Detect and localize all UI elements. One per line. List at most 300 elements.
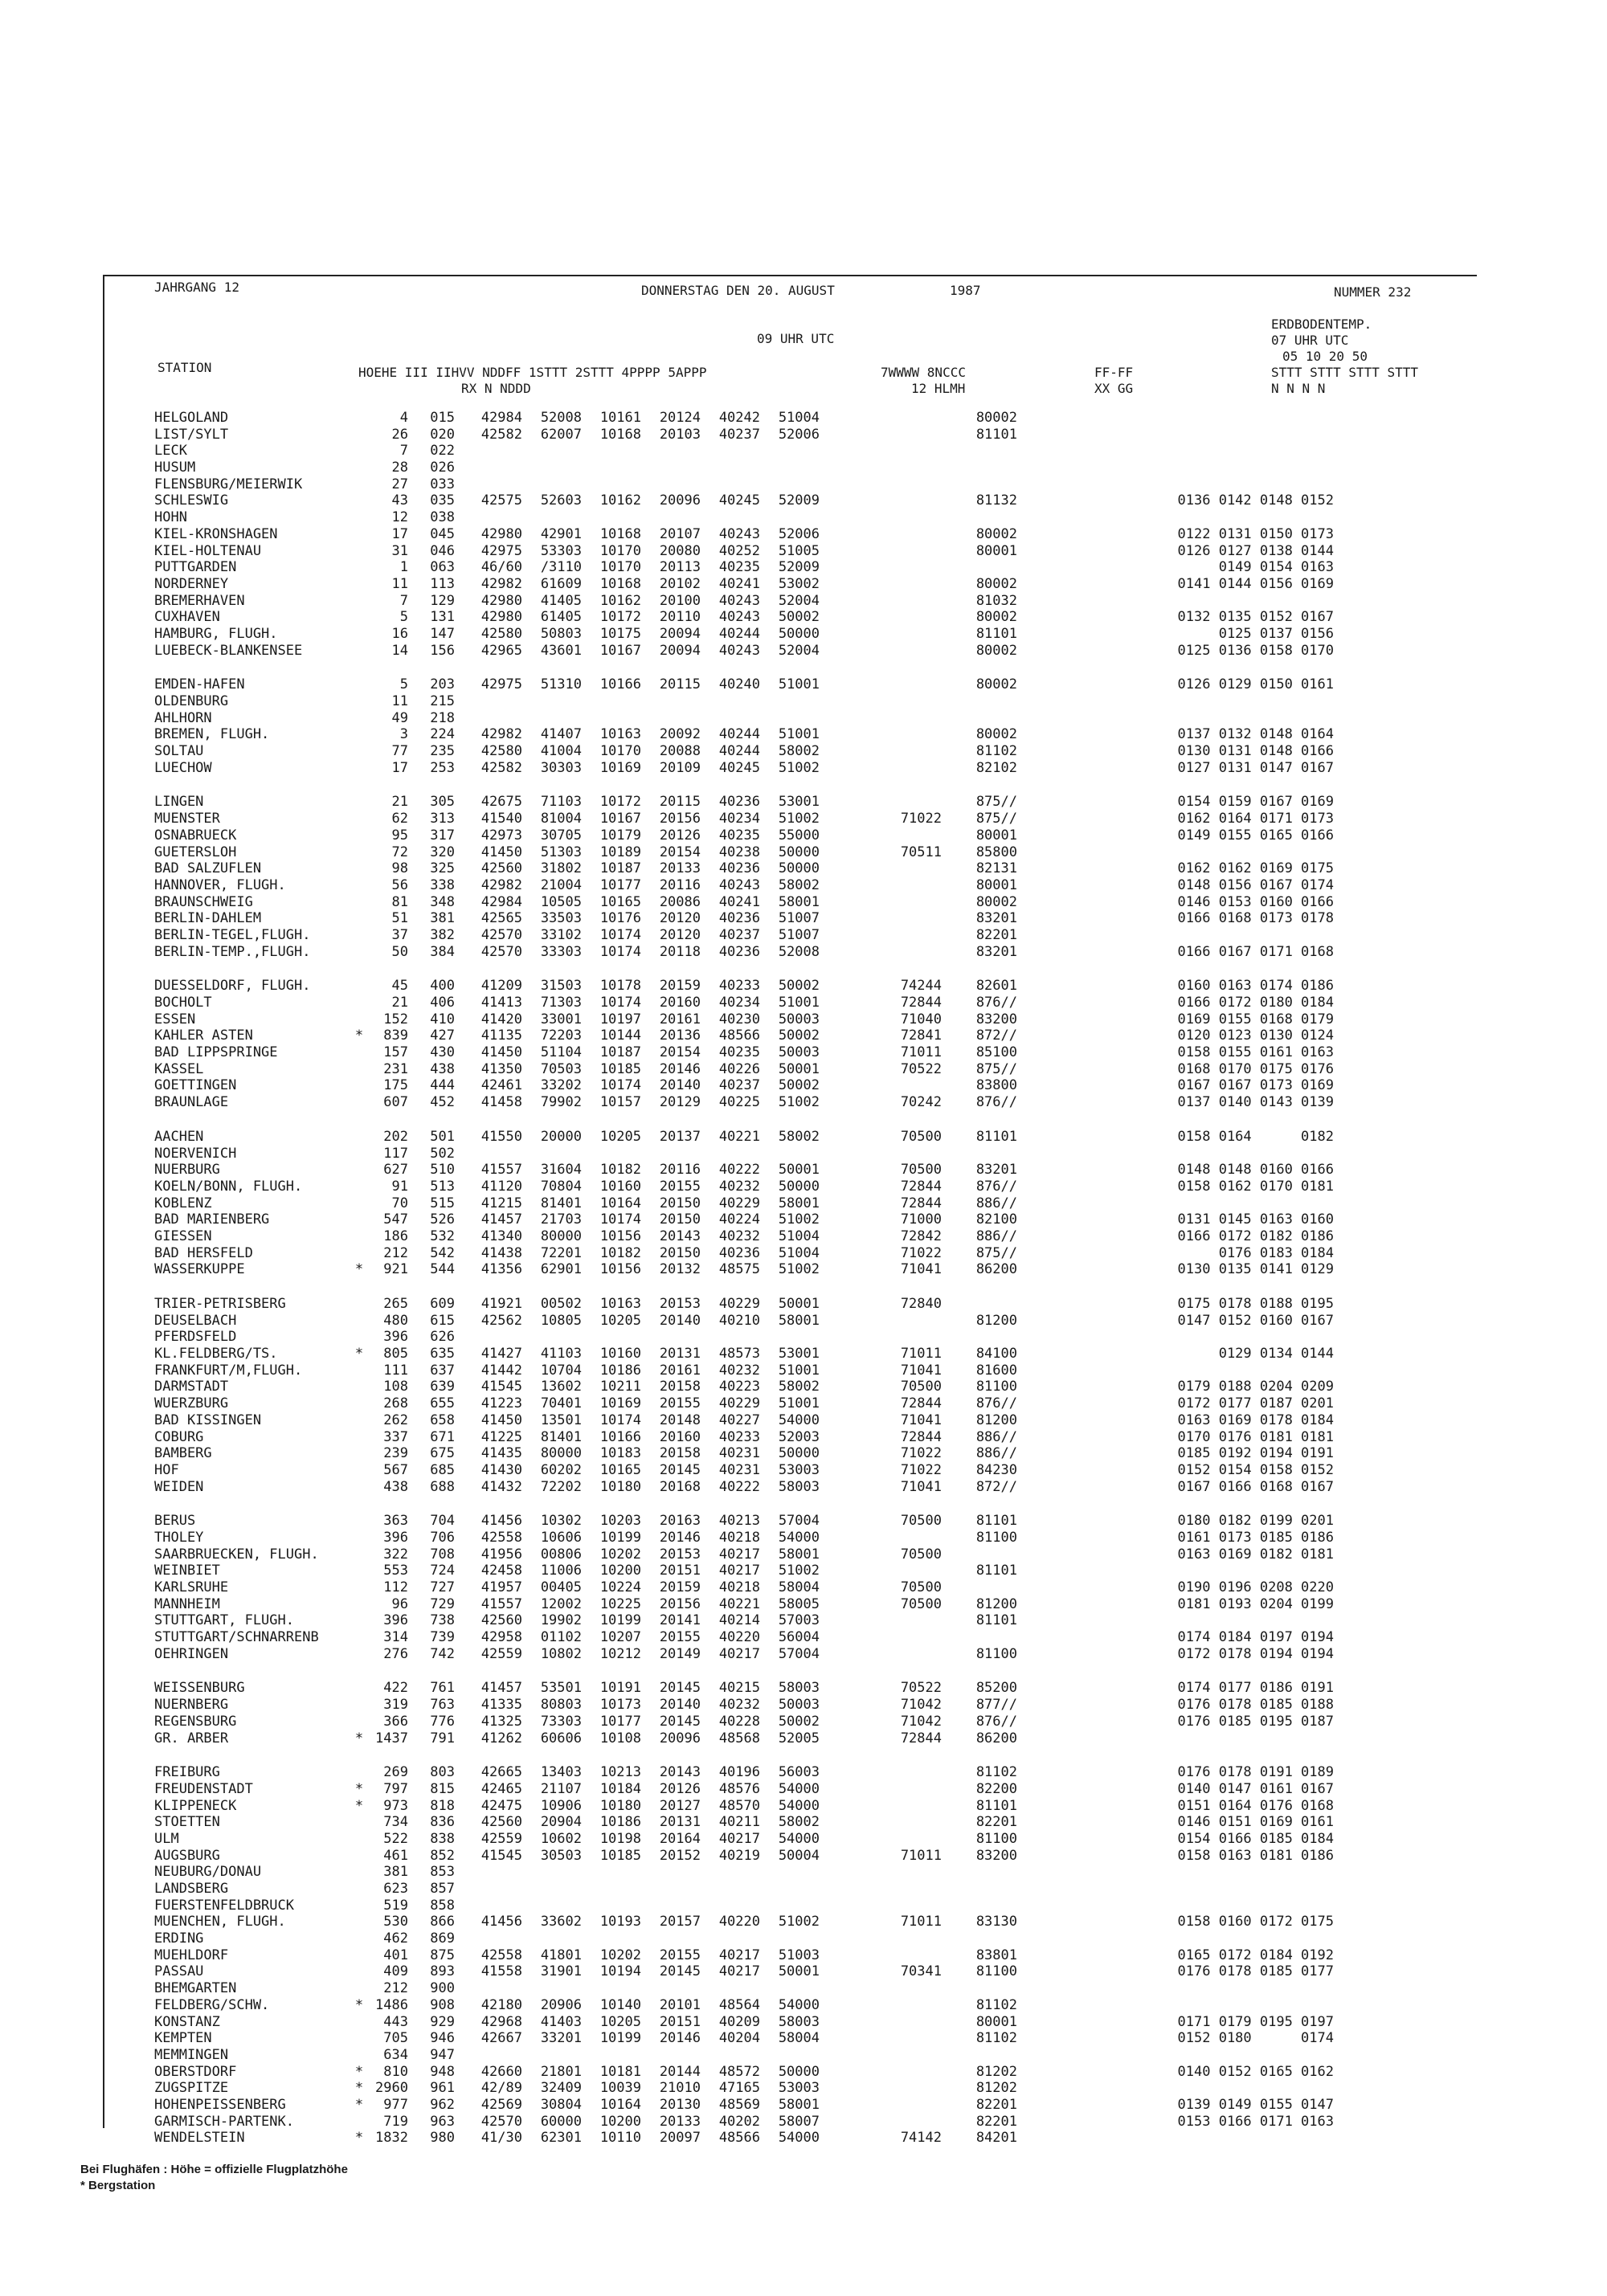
group-1sttt: 10200	[599, 1563, 641, 1579]
group-nddff: 13501	[540, 1412, 582, 1428]
group-8nccc: 81102	[975, 1996, 1017, 2013]
table-row	[154, 1513, 1472, 1530]
group-2sttt: 20163	[659, 1513, 701, 1530]
group-7wwww	[820, 1530, 942, 1546]
soil-temperatures	[1017, 509, 1334, 526]
station-name: MUEHLDORF	[154, 1947, 229, 1963]
group-2sttt: 20151	[659, 1563, 701, 1579]
table-row	[154, 2047, 1472, 2064]
table-row	[154, 1596, 1472, 1613]
altitude: 157	[383, 1044, 408, 1061]
group-4pppp: 40236	[718, 794, 760, 811]
group-4pppp: 40229	[718, 1296, 760, 1312]
station-number: 035	[430, 492, 455, 509]
table-row	[154, 2014, 1472, 2031]
group-7wwww: 74244	[900, 978, 942, 995]
group-2sttt: 20110	[659, 609, 701, 626]
station-number: 671	[430, 1428, 455, 1445]
group-5appp: 53003	[778, 1461, 820, 1478]
group-7wwww: 70500	[900, 1579, 942, 1595]
group-5appp: 52006	[778, 426, 820, 443]
group-iihvv: 42580	[480, 743, 522, 760]
column-gap	[455, 1697, 463, 1714]
group-8nccc: 81100	[975, 1645, 1017, 1662]
group-iihvv: 41225	[480, 1428, 522, 1445]
group-nddff: 70401	[540, 1395, 582, 1412]
group-iihvv: 42570	[480, 926, 522, 943]
group-nddff: 81004	[540, 811, 582, 827]
group-5appp	[760, 1329, 820, 1346]
station-name: WUERZBURG	[154, 1395, 229, 1412]
group-8nccc: 80002	[975, 893, 1017, 910]
group-7wwww: 71022	[900, 1244, 942, 1261]
group-1sttt: 10172	[599, 609, 641, 626]
group-iihvv: 41350	[480, 1060, 522, 1077]
station-name: KIEL-HOLTENAU	[154, 542, 262, 559]
station-number: 046	[430, 542, 455, 559]
station-group	[154, 794, 1472, 960]
group-nddff: 51303	[540, 844, 582, 860]
soil-temperatures: 0176 0178 0185 0188	[1177, 1697, 1334, 1714]
mountain-marker	[347, 1697, 371, 1714]
altitude: 91	[391, 1178, 408, 1195]
mountain-marker	[347, 1530, 371, 1546]
table-row	[154, 1612, 1472, 1629]
column-gap	[455, 1898, 463, 1914]
group-8nccc: 81600	[975, 1362, 1017, 1379]
group-5appp: 58001	[778, 2096, 820, 2113]
group-8nccc: 81100	[975, 1529, 1017, 1546]
station-number: 410	[430, 1011, 455, 1027]
group-5appp: 58002	[778, 1128, 820, 1145]
group-4pppp: 40217	[718, 1963, 760, 1980]
soil-temperatures	[1017, 1997, 1334, 2014]
station-number: 038	[430, 509, 455, 526]
group-nddff: 30503	[540, 1847, 582, 1864]
group-7wwww: 71041	[900, 1412, 942, 1428]
station-number: 948	[430, 2063, 455, 2080]
soil-temperatures: 0130 0131 0148 0166	[1177, 743, 1334, 760]
group-8nccc: 83200	[975, 1011, 1017, 1027]
group-2sttt: 20132	[659, 1261, 701, 1278]
group-iihvv	[463, 1930, 522, 1947]
group-7wwww: 72844	[900, 995, 942, 1011]
group-nddff: 00806	[540, 1546, 582, 1563]
group-iihvv: 41215	[480, 1195, 522, 1211]
mountain-marker	[347, 1848, 371, 1865]
footnote-airports: Bei Flughäfen : Höhe = offizielle Flugplatzhöhe	[80, 2163, 348, 2176]
group-2sttt	[641, 1881, 701, 1898]
group-2sttt	[641, 1980, 701, 1997]
column-gap	[455, 559, 463, 576]
station-number: 020	[430, 426, 455, 443]
group-4pppp: 40241	[718, 893, 760, 910]
group-iihvv: 42984	[480, 410, 522, 426]
group-1sttt: 10186	[599, 1814, 641, 1831]
group-8nccc: 80002	[975, 609, 1017, 626]
group-2sttt: 20100	[659, 592, 701, 609]
group-nddff: 52008	[540, 410, 582, 426]
group-iihvv: 42982	[480, 726, 522, 743]
group-iihvv	[463, 1898, 522, 1914]
group-4pppp	[701, 710, 760, 727]
group-2sttt: 20161	[659, 1011, 701, 1027]
station-name: FELDBERG/SCHW.	[154, 1996, 270, 2013]
group-2sttt: 20144	[659, 2063, 701, 2080]
column-gap	[455, 1296, 463, 1313]
group-5appp: 58001	[778, 1195, 820, 1211]
mountain-marker	[347, 1596, 371, 1613]
altitude: 409	[383, 1963, 408, 1980]
altitude: 1832	[375, 2130, 408, 2147]
group-4pppp: 40225	[718, 1094, 760, 1111]
column-gap	[455, 1530, 463, 1546]
mountain-marker	[347, 2114, 371, 2131]
group-1sttt	[582, 1980, 641, 1997]
group-iihvv: 41457	[480, 1211, 522, 1228]
group-4pppp: 40204	[718, 2030, 760, 2047]
group-4pppp: 40232	[718, 1228, 760, 1244]
group-1sttt: 10156	[599, 1228, 641, 1244]
group-nddff: 30804	[540, 2096, 582, 2113]
station-number: 961	[430, 2080, 455, 2097]
soil-temperatures: 0137 0132 0148 0164	[1177, 726, 1334, 743]
group-2sttt: 20145	[659, 1461, 701, 1478]
group-2sttt: 20140	[659, 1697, 701, 1714]
group-5appp: 57003	[778, 1612, 820, 1629]
group-iihvv: 42968	[480, 2013, 522, 2030]
altitude: 56	[391, 876, 408, 893]
mountain-marker	[347, 1011, 371, 1028]
group-8nccc: 81200	[975, 1412, 1017, 1428]
group-nddff: 51104	[540, 1044, 582, 1061]
column-gap	[455, 811, 463, 827]
mountain-marker	[347, 427, 371, 443]
group-1sttt: 10170	[599, 559, 641, 576]
group-2sttt: 20160	[659, 995, 701, 1011]
mountain-marker	[347, 1462, 371, 1479]
group-2sttt: 20151	[659, 2013, 701, 2030]
table-row	[154, 1429, 1472, 1446]
altitude: 202	[383, 1128, 408, 1145]
group-4pppp: 40218	[718, 1579, 760, 1595]
soil-temperatures	[1017, 1362, 1334, 1379]
station-number: 430	[430, 1044, 455, 1061]
table-row	[154, 844, 1472, 861]
station-number: 609	[430, 1296, 455, 1312]
group-8nccc: 82201	[975, 2096, 1017, 2113]
group-7wwww: 71022	[900, 1461, 942, 1478]
table-row	[154, 860, 1472, 877]
group-7wwww	[820, 1563, 942, 1579]
group-nddff: 33001	[540, 1011, 582, 1027]
altitude: 314	[383, 1629, 408, 1646]
column-gap	[455, 1764, 463, 1781]
group-7wwww: 71040	[900, 1011, 942, 1027]
mountain-marker	[347, 1445, 371, 1462]
group-7wwww	[820, 410, 942, 427]
group-nddff: 13602	[540, 1379, 582, 1395]
group-7wwww	[820, 1947, 942, 1964]
group-1sttt	[582, 1881, 641, 1898]
table-row	[154, 676, 1472, 693]
group-8nccc: 876//	[975, 1178, 1017, 1195]
station-name: FREUDENSTADT	[154, 1780, 253, 1797]
station-name: NEUBURG/DONAU	[154, 1864, 262, 1881]
table-row	[154, 910, 1472, 927]
group-2sttt	[641, 509, 701, 526]
group-1sttt: 10108	[599, 1730, 641, 1747]
mountain-marker	[347, 1228, 371, 1245]
group-5appp	[760, 693, 820, 710]
group-5appp: 58001	[778, 893, 820, 910]
soil-temperatures: 0152 0154 0158 0152	[1177, 1461, 1334, 1478]
column-gap	[455, 526, 463, 543]
table-row	[154, 1848, 1472, 1865]
group-iihvv: 41223	[480, 1395, 522, 1412]
station-number: 406	[430, 995, 455, 1011]
station-number: 818	[430, 1797, 455, 1814]
soil-temperatures: 0146 0151 0169 0161	[1177, 1814, 1334, 1831]
column-gap	[455, 1629, 463, 1646]
group-1sttt: 10180	[599, 1478, 641, 1495]
group-1sttt: 10174	[599, 943, 641, 960]
mountain-marker	[347, 1930, 371, 1947]
altitude: 117	[383, 1145, 408, 1162]
soil-temperatures	[1017, 1881, 1334, 1898]
station-name: NOERVENICH	[154, 1145, 237, 1162]
group-1sttt: 10199	[599, 1612, 641, 1629]
group-5appp: 54000	[778, 1797, 820, 1814]
group-nddff: 33102	[540, 926, 582, 943]
station-name: AHLHORN	[154, 709, 212, 726]
group-1sttt	[582, 1864, 641, 1881]
group-4pppp: 40235	[718, 827, 760, 844]
group-7wwww: 72842	[900, 1228, 942, 1244]
mountain-marker	[347, 877, 371, 894]
column-gap	[455, 1881, 463, 1898]
group-iihvv: 41458	[480, 1094, 522, 1111]
soil-temperatures: 0160 0163 0174 0186	[1177, 978, 1334, 995]
station-number: 526	[430, 1211, 455, 1228]
station-number: 857	[430, 1881, 455, 1897]
station-name: TRIER-PETRISBERG	[154, 1296, 286, 1312]
group-2sttt: 20086	[659, 893, 701, 910]
group-nddff: 12002	[540, 1595, 582, 1612]
soil-temperatures	[1017, 1980, 1334, 1997]
station-number: 147	[430, 625, 455, 642]
group-7wwww: 71011	[900, 1346, 942, 1362]
group-4pppp: 47165	[718, 2080, 760, 2097]
soil-temperatures: 0132 0135 0152 0167	[1177, 609, 1334, 626]
group-8nccc: 84201	[975, 2130, 1017, 2147]
station-name: HUSUM	[154, 460, 196, 476]
soil-temperatures: 0141 0144 0156 0169	[1177, 575, 1334, 592]
group-8nccc: 876//	[975, 1094, 1017, 1111]
group-2sttt: 20168	[659, 1478, 701, 1495]
code-header-1: HOEHE III IIHVV NDDFF 1STTT 2STTT 4PPPP 5APPP	[358, 365, 707, 380]
group-iihvv: 42973	[480, 827, 522, 844]
column-gap	[455, 1445, 463, 1462]
group-2sttt	[641, 710, 701, 727]
altitude: 96	[391, 1595, 408, 1612]
table-row	[154, 1930, 1472, 1947]
group-7wwww	[820, 1781, 942, 1798]
group-7wwww: 70500	[900, 1546, 942, 1563]
group-1sttt: 10161	[599, 410, 641, 426]
group-1sttt: 10157	[599, 1094, 641, 1111]
group-7wwww	[820, 593, 942, 610]
group-7wwww	[820, 1831, 942, 1848]
mountain-marker	[347, 1629, 371, 1646]
soil-temperatures	[1017, 1146, 1334, 1162]
group-iihvv	[463, 710, 522, 727]
group-8nccc: 81100	[975, 1963, 1017, 1980]
group-7wwww	[820, 877, 942, 894]
group-5appp: 57004	[778, 1645, 820, 1662]
table-row	[154, 1346, 1472, 1362]
station-name: GIESSEN	[154, 1228, 212, 1244]
soil-temperatures: 0181 0193 0204 0199	[1177, 1595, 1334, 1612]
mountain-marker	[347, 1395, 371, 1412]
group-iihvv: 42582	[480, 759, 522, 776]
group-8nccc: 80002	[975, 642, 1017, 659]
group-8nccc: 81102	[975, 2030, 1017, 2047]
station-number: 203	[430, 676, 455, 693]
altitude: 461	[383, 1847, 408, 1864]
group-iihvv: 42982	[480, 575, 522, 592]
group-nddff: 61405	[540, 609, 582, 626]
mountain-marker	[347, 1714, 371, 1730]
group-iihvv: 42984	[480, 893, 522, 910]
group-7wwww	[820, 1329, 942, 1346]
group-nddff: 81401	[540, 1195, 582, 1211]
table-row	[154, 1061, 1472, 1078]
group-7wwww	[820, 860, 942, 877]
group-iihvv: 41340	[480, 1228, 522, 1244]
soil-temperatures: 0158 0164 0182	[1177, 1128, 1334, 1145]
group-8nccc	[942, 443, 1017, 460]
group-4pppp: 40241	[718, 575, 760, 592]
group-iihvv: 42570	[480, 943, 522, 960]
soil-temperatures: 0127 0131 0147 0167	[1177, 759, 1334, 776]
station-name: SAARBRUECKEN, FLUGH.	[154, 1546, 319, 1563]
group-nddff: 30303	[540, 759, 582, 776]
station-number: 022	[430, 443, 455, 460]
group-iihvv: 41921	[480, 1296, 522, 1312]
altitude: 11	[391, 693, 408, 709]
station-number: 156	[430, 642, 455, 659]
altitude: 269	[383, 1764, 408, 1781]
group-4pppp: 40237	[718, 926, 760, 943]
mountain-marker	[347, 726, 371, 743]
station-name: REGENSBURG	[154, 1713, 237, 1730]
group-8nccc	[942, 693, 1017, 710]
column-gap	[455, 1513, 463, 1530]
column-gap	[455, 1077, 463, 1094]
group-4pppp	[701, 1146, 760, 1162]
group-2sttt: 20146	[659, 1529, 701, 1546]
station-name: KIEL-KRONSHAGEN	[154, 525, 278, 542]
soil-temperatures: 0176 0183 0184	[1218, 1244, 1334, 1261]
group-4pppp	[701, 476, 760, 493]
footnote-mountain: * Bergstation	[80, 2179, 156, 2192]
group-7wwww	[820, 1814, 942, 1831]
group-nddff: 19902	[540, 1612, 582, 1629]
group-4pppp: 40243	[718, 642, 760, 659]
station-number: 532	[430, 1228, 455, 1244]
station-number: 706	[430, 1529, 455, 1546]
group-2sttt: 20094	[659, 642, 701, 659]
station-number: 704	[430, 1513, 455, 1530]
group-5appp: 53001	[778, 1346, 820, 1362]
group-nddff: 20904	[540, 1814, 582, 1831]
group-iihvv: 41325	[480, 1713, 522, 1730]
soil-temperatures	[1017, 1195, 1334, 1212]
group-2sttt: 20133	[659, 860, 701, 877]
group-5appp: 51001	[778, 726, 820, 743]
station-name: FUERSTENFELDBRUCK	[154, 1897, 294, 1914]
altitude: 443	[383, 2013, 408, 2030]
group-iihvv: 42461	[480, 1077, 522, 1094]
altitude: 810	[383, 2063, 408, 2080]
column-gap	[455, 1781, 463, 1798]
issue-number: NUMMER 232	[1334, 284, 1412, 300]
group-4pppp: 40202	[718, 2113, 760, 2130]
mountain-marker	[347, 894, 371, 911]
group-7wwww	[820, 559, 942, 576]
group-5appp: 51002	[778, 811, 820, 827]
group-1sttt: 10163	[599, 1296, 641, 1312]
altitude: 396	[383, 1529, 408, 1546]
group-iihvv	[463, 2047, 522, 2064]
group-7wwww	[820, 710, 942, 727]
altitude: 268	[383, 1395, 408, 1412]
table-row	[154, 1162, 1472, 1179]
mountain-marker	[347, 1764, 371, 1781]
group-4pppp: 40220	[718, 1629, 760, 1646]
group-1sttt: 10203	[599, 1513, 641, 1530]
column-gap	[455, 1798, 463, 1815]
group-4pppp: 40224	[718, 1211, 760, 1228]
table-row	[154, 794, 1472, 811]
table-row	[154, 1546, 1472, 1563]
group-nddff: 20906	[540, 1996, 582, 2013]
station-number: 739	[430, 1629, 455, 1646]
mountain-marker	[347, 1612, 371, 1629]
group-5appp: 50000	[778, 844, 820, 860]
soil-temperatures: 0152 0180 0174	[1177, 2030, 1334, 2047]
group-1sttt: 10177	[599, 876, 641, 893]
mountain-marker	[347, 1546, 371, 1563]
station-number: 033	[430, 476, 455, 492]
group-7wwww: 71042	[900, 1713, 942, 1730]
station-name: NORDERNEY	[154, 575, 229, 592]
station-name: ERDING	[154, 1930, 204, 1947]
station-name: BERLIN-TEMP.,FLUGH.	[154, 943, 311, 960]
altitude: 51	[391, 910, 408, 927]
group-5appp: 53003	[778, 2080, 820, 2097]
group-7wwww	[820, 1997, 942, 2014]
soil-temperatures	[1017, 2130, 1334, 2147]
altitude: 567	[383, 1461, 408, 1478]
group-7wwww: 72844	[900, 1178, 942, 1195]
mountain-marker	[347, 543, 371, 560]
group-5appp: 50001	[778, 1162, 820, 1179]
station-name: ULM	[154, 1830, 179, 1847]
group-nddff: 71103	[540, 794, 582, 811]
altitude: 16	[391, 625, 408, 642]
